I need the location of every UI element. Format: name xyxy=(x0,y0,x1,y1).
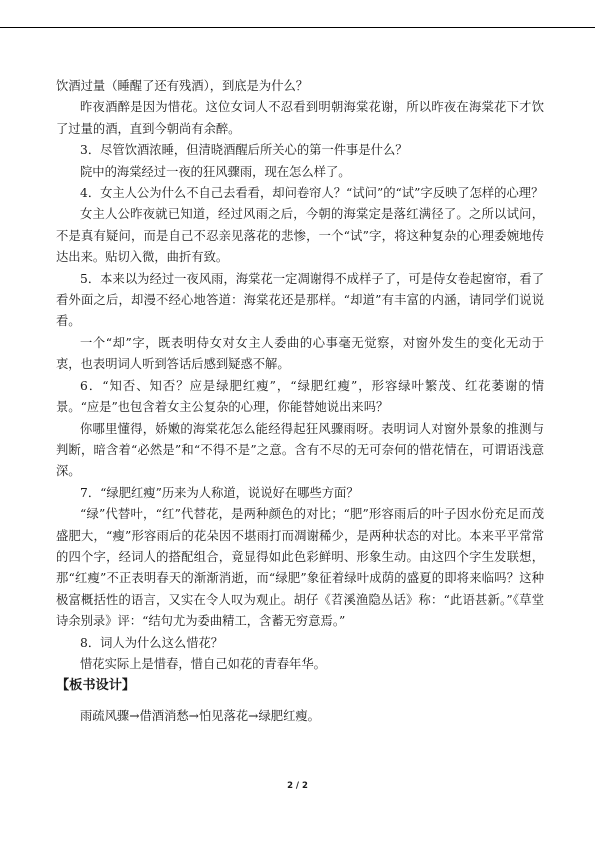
answer: “绿”代替叶，“红”代替花，是两种颜色的对比；“肥”形容雨后的叶子因水份充足而茂盛肥大，“瘦”形容雨后的花朵因不堪雨打而凋谢稀少，是两种状态的对比。本来平平常常的四个字，经词人的搭配组合，竟显得如此色彩鲜明、形象生动。由这四个字生发联想，那“红瘦”不正表明春天的渐渐消逝，而“绿肥”象征着绿叶成荫的盛夏的即将来临吗？这种极富概括性的语言，又实在令人叹为观止。胡仔《苕溪渔隐丛话》称：“此语甚新。”《草堂诗余别录》评：“结句尤为委曲精工，含蓄无穷意焉。” xyxy=(56,507,544,629)
question: 8．词人为什么这么惜花？ xyxy=(80,635,224,650)
question: 6．“知否、知否？应是绿肥红瘦”，“绿肥红瘦”，形容绿叶繁茂、红花萎谢的情景。“应是”也包含着女主公复杂的心理，你能替她说出来吗？ xyxy=(56,378,544,415)
answer: 女主人公昨夜就已知道，经过风雨之后，今朝的海棠定是落红满径了。之所以试问，不是真有疑问，而是自己不忍亲见落花的悲惨，一个“试”字，将这种复杂的心理委婉地传达出来。贴切入微，曲折有致。 xyxy=(56,207,544,265)
paragraph: 饮酒过量（睡醒了还有残酒），到底是为什么？ xyxy=(56,79,309,93)
page-number: 2 / 2 xyxy=(287,781,308,791)
question: 4．女主人公为什么不自己去看看，却问卷帘人？“试问”的“试”字反映了怎样的心理？ xyxy=(80,186,544,201)
answer: 惜花实际上是惜春，惜自己如花的青春年华。 xyxy=(80,656,326,671)
section-heading: 【板书设计】 xyxy=(56,678,136,694)
answer: 院中的海棠经过一夜的狂风骤雨，现在怎么样了。 xyxy=(80,164,351,179)
question: 5．本来以为经过一夜风雨，海棠花一定凋谢得不成样子了，可是侍女卷起窗帘，看了看外面之后，却漫不经心地答道：海棠花还是那样。“却道”有丰富的内涵，请同学们说说看。 xyxy=(56,271,544,329)
answer: 一个“却”字，既表明侍女对女主人委曲的心事毫无觉察，对窗外发生的变化无动于衷，也表明词人听到答话后感到疑惑不解。 xyxy=(56,335,544,372)
header-rule xyxy=(0,27,595,28)
answer: 你哪里懂得，娇嫩的海棠花怎么能经得起狂风骤雨呀。表明词人对窗外景象的推测与判断，暗含着“必然是”和“不得不是”之意。含有不尽的无可奈何的惜花情在，可谓语浅意深。 xyxy=(56,421,544,479)
document-body xyxy=(56,76,544,727)
question: 3．尽管饮酒浓睡，但清晓酒醒后所关心的第一件事是什么？ xyxy=(80,143,408,158)
spacer xyxy=(56,697,544,706)
paragraph: 昨夜酒醉是因为惜花。这位女词人不忍看到明朝海棠花谢，所以昨夜在海棠花下才饮了过量的酒，直到今朝尚有余醉。 xyxy=(56,100,544,136)
question: 7．“绿肥红瘦”历来为人称道，说说好在哪些方面？ xyxy=(80,485,359,500)
board-design-text: 雨疏风骤→借酒消愁→怕见落花→绿肥红瘦。 xyxy=(80,708,320,723)
